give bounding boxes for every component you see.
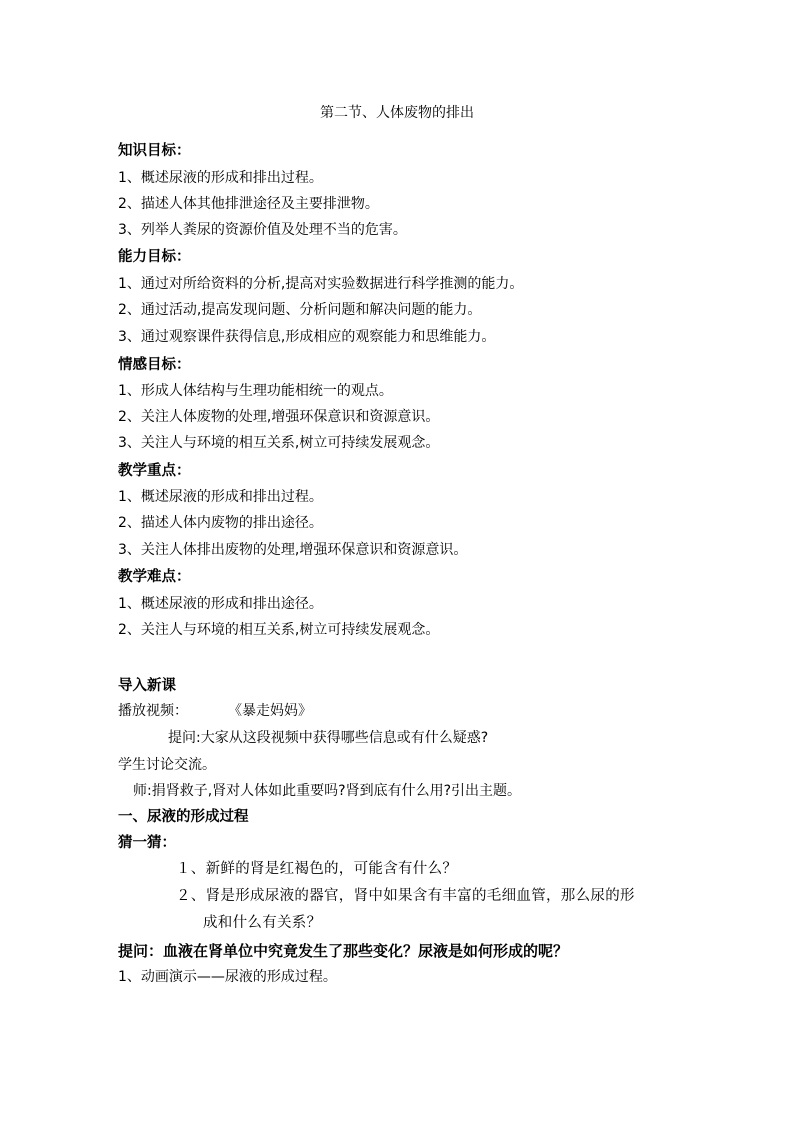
intro-question: 提问:大家从这段视频中获得哪些信息或有什么疑惑?: [168, 730, 489, 746]
section-1-heading: 一、尿液的形成过程: [118, 809, 249, 825]
video-label: 播放视频：: [118, 703, 188, 719]
difficult-points-heading: 教学难点：: [118, 569, 191, 585]
ability-goal-3: 3、通过观察课件获得信息,形成相应的观察能力和思维能力。: [118, 329, 496, 345]
difficult-point-2: 2、关注人与环境的相互关系,树立可持续发展观念。: [118, 622, 440, 638]
emotion-goal-2: 2、关注人体废物的处理,增强环保意识和资源意识。: [118, 409, 440, 425]
blood-question: 提问：血液在肾单位中究竟发生了那些变化？尿液是如何形成的呢？: [118, 942, 569, 960]
animation-step-1: 1、动画演示——尿液的形成过程。: [118, 969, 337, 985]
ability-goal-1: 1、通过对所给资料的分析,提高对实验数据进行科学推测的能力。: [118, 276, 524, 292]
difficult-point-1: 1、概述尿液的形成和排出途径。: [118, 596, 323, 612]
key-point-3: 3、关注人体排出废物的处理,增强环保意识和资源意识。: [118, 542, 468, 558]
video-title: 《暴走妈妈》: [228, 703, 312, 719]
knowledge-goal-3: 3、列举人粪尿的资源价值及处理不当的危害。: [118, 222, 407, 238]
emotion-goals-heading: 情感目标：: [118, 357, 191, 373]
intro-heading: 导入新课: [118, 678, 176, 694]
ability-goals-heading: 能力目标：: [118, 249, 191, 265]
guess-item-2-line-2: 成和什么有关系？: [203, 915, 322, 931]
key-point-1: 1、概述尿液的形成和排出过程。: [118, 489, 323, 505]
page-title: 第二节、人体废物的排出: [320, 105, 474, 121]
student-discussion: 学生讨论交流。: [118, 757, 216, 773]
guess-item-1: １、新鲜的肾是红褐色的，可能含有什么？: [176, 861, 458, 877]
guess-item-2-line-1: ２、肾是形成尿液的器官，肾中如果含有丰富的毛细血管，那么尿的形: [176, 888, 635, 904]
key-point-2: 2、描述人体内废物的排出途径。: [118, 515, 323, 531]
emotion-goal-3: 3、关注人与环境的相互关系,树立可持续发展观念。: [118, 435, 440, 451]
knowledge-goal-1: 1、概述尿液的形成和排出过程。: [118, 170, 323, 186]
key-points-heading: 教学重点：: [118, 463, 191, 479]
guess-heading: 猜一猜：: [118, 835, 176, 851]
ability-goal-2: 2、通过活动,提高发现问题、分析问题和解决问题的能力。: [118, 302, 482, 318]
knowledge-goals-heading: 知识目标：: [118, 143, 191, 159]
knowledge-goal-2: 2、描述人体其他排泄途径及主要排泄物。: [118, 196, 379, 212]
emotion-goal-1: 1、形成人体结构与生理功能相统一的观点。: [118, 383, 393, 399]
teacher-remark: 师:捐肾救子,肾对人体如此重要吗?肾到底有什么用?引出主题。: [133, 783, 522, 799]
